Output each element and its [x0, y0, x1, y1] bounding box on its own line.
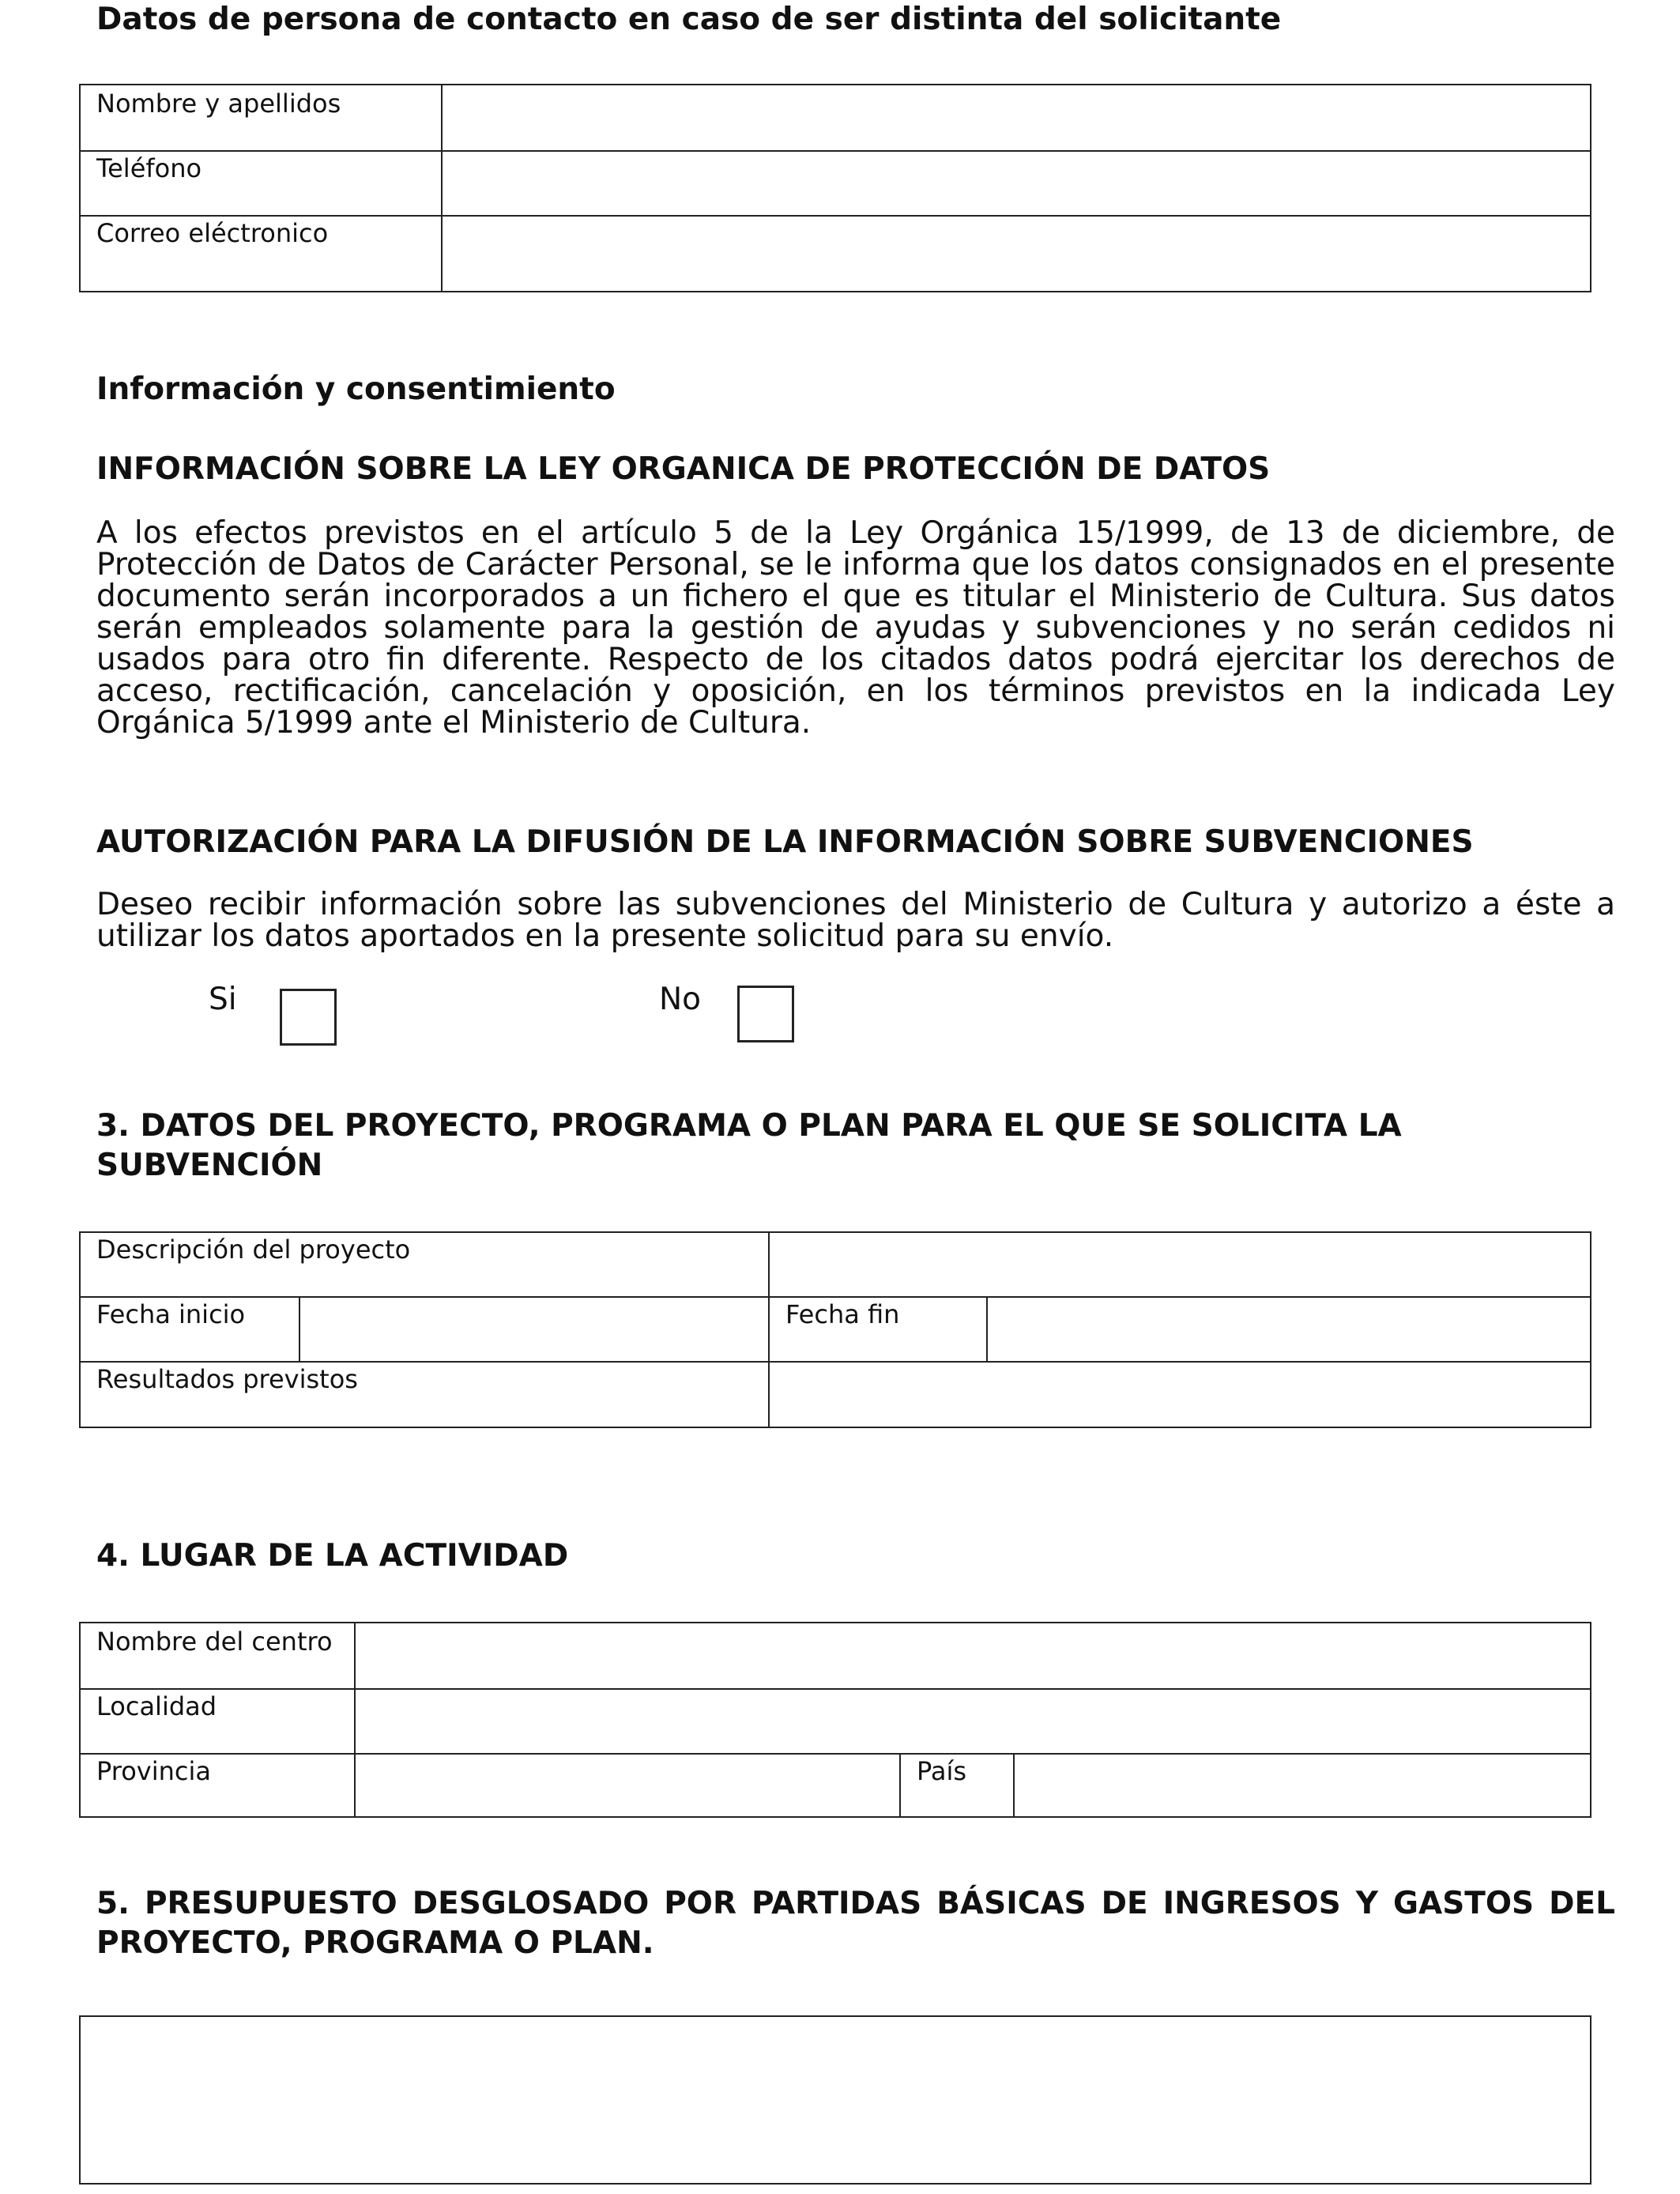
- contact-email-label: Correo eléctronico: [96, 218, 329, 248]
- contact-section-title: Datos de persona de contacto en caso de ser distinta del solicitante: [96, 2, 1282, 37]
- location-center-label: Nombre del centro: [96, 1627, 333, 1657]
- project-description-field[interactable]: [771, 1233, 1590, 1296]
- contact-phone-label: Teléfono: [96, 153, 202, 183]
- project-table: [79, 1231, 1591, 1428]
- project-column-divider: [768, 1233, 770, 1427]
- contact-name-field[interactable]: [444, 85, 1590, 150]
- contact-email-field[interactable]: [444, 217, 1590, 291]
- project-end-date-field[interactable]: [989, 1298, 1590, 1361]
- location-province-field[interactable]: [357, 1755, 898, 1816]
- location-country-label: País: [917, 1756, 967, 1786]
- option-no-label: No: [659, 982, 702, 1017]
- location-locality-field[interactable]: [357, 1690, 1590, 1753]
- location-table: [79, 1622, 1591, 1818]
- yes-checkbox[interactable]: [280, 989, 337, 1046]
- contact-table: [79, 84, 1591, 292]
- project-description-label: Descripción del proyecto: [96, 1235, 411, 1265]
- info-section-title: Información y consentimiento: [96, 371, 616, 407]
- project-results-field[interactable]: [771, 1363, 1590, 1427]
- contact-phone-field[interactable]: [444, 152, 1590, 215]
- project-start-date-field[interactable]: [302, 1298, 767, 1361]
- authorization-title: AUTORIZACIÓN PARA LA DIFUSIÓN DE LA INFORMACIÓN SOBRE SUBVENCIONES: [96, 824, 1474, 860]
- location-column-divider: [354, 1623, 356, 1816]
- location-section-title: 4. LUGAR DE LA ACTIVIDAD: [96, 1538, 569, 1574]
- no-checkbox[interactable]: [737, 986, 794, 1042]
- location-country-field[interactable]: [1016, 1755, 1590, 1816]
- location-province-label: Provincia: [96, 1756, 211, 1786]
- authorization-text: Deseo recibir información sobre las subvenciones del Ministerio de Cultura y autorizo a éste a utilizar los datos aportados en la presente solicitud para su envío.: [96, 887, 1615, 954]
- project-start-divider: [299, 1296, 300, 1361]
- project-results-label: Resultados previstos: [96, 1364, 358, 1394]
- location-country-value-divider: [1013, 1753, 1015, 1816]
- location-center-field[interactable]: [357, 1623, 1590, 1688]
- budget-section-title: 5. PRESUPUESTO DESGLOSADO POR PARTIDAS BÁSICAS DE INGRESOS Y GASTOS DEL PROYECTO, PROGRAMA O PLAN.: [96, 1886, 1615, 1961]
- project-start-label: Fecha inicio: [96, 1299, 246, 1329]
- option-yes-label: Si: [209, 982, 237, 1017]
- project-section-title: 3. DATOS DEL PROYECTO, PROGRAMA O PLAN PARA EL QUE SE SOLICITA LA SUBVENCIÓN: [96, 1108, 1402, 1183]
- budget-box[interactable]: [79, 2015, 1591, 2185]
- location-country-divider: [899, 1753, 901, 1816]
- contact-table-divider: [441, 85, 443, 291]
- project-end-label: Fecha fin: [785, 1299, 900, 1329]
- location-locality-label: Localidad: [96, 1691, 217, 1721]
- contact-name-label: Nombre y apellidos: [96, 89, 341, 119]
- lopd-title: INFORMACIÓN SOBRE LA LEY ORGANICA DE PROTECCIÓN DE DATOS: [96, 451, 1271, 487]
- project-end-divider: [986, 1296, 988, 1361]
- lopd-text: A los efectos previstos en el artículo 5 de la Ley Orgánica 15/1999, de 13 de diciembre, de Protección de Datos de Carácter Personal, se le informa que los datos consignados en el presente documento serán incorporados a un fichero el que es titular el Ministerio de Cultura. Sus datos serán empleados solamente para la gestión de ayudas y subvenciones y no serán cedidos ni usados para otro fin diferente. Respecto de los citados datos podrá ejercitar los derechos de acceso, rectificación, cancelación y oposición, en los términos previstos en la indicada Ley Orgánica 5/1999 ante el Ministerio de Cultura.: [96, 515, 1615, 741]
